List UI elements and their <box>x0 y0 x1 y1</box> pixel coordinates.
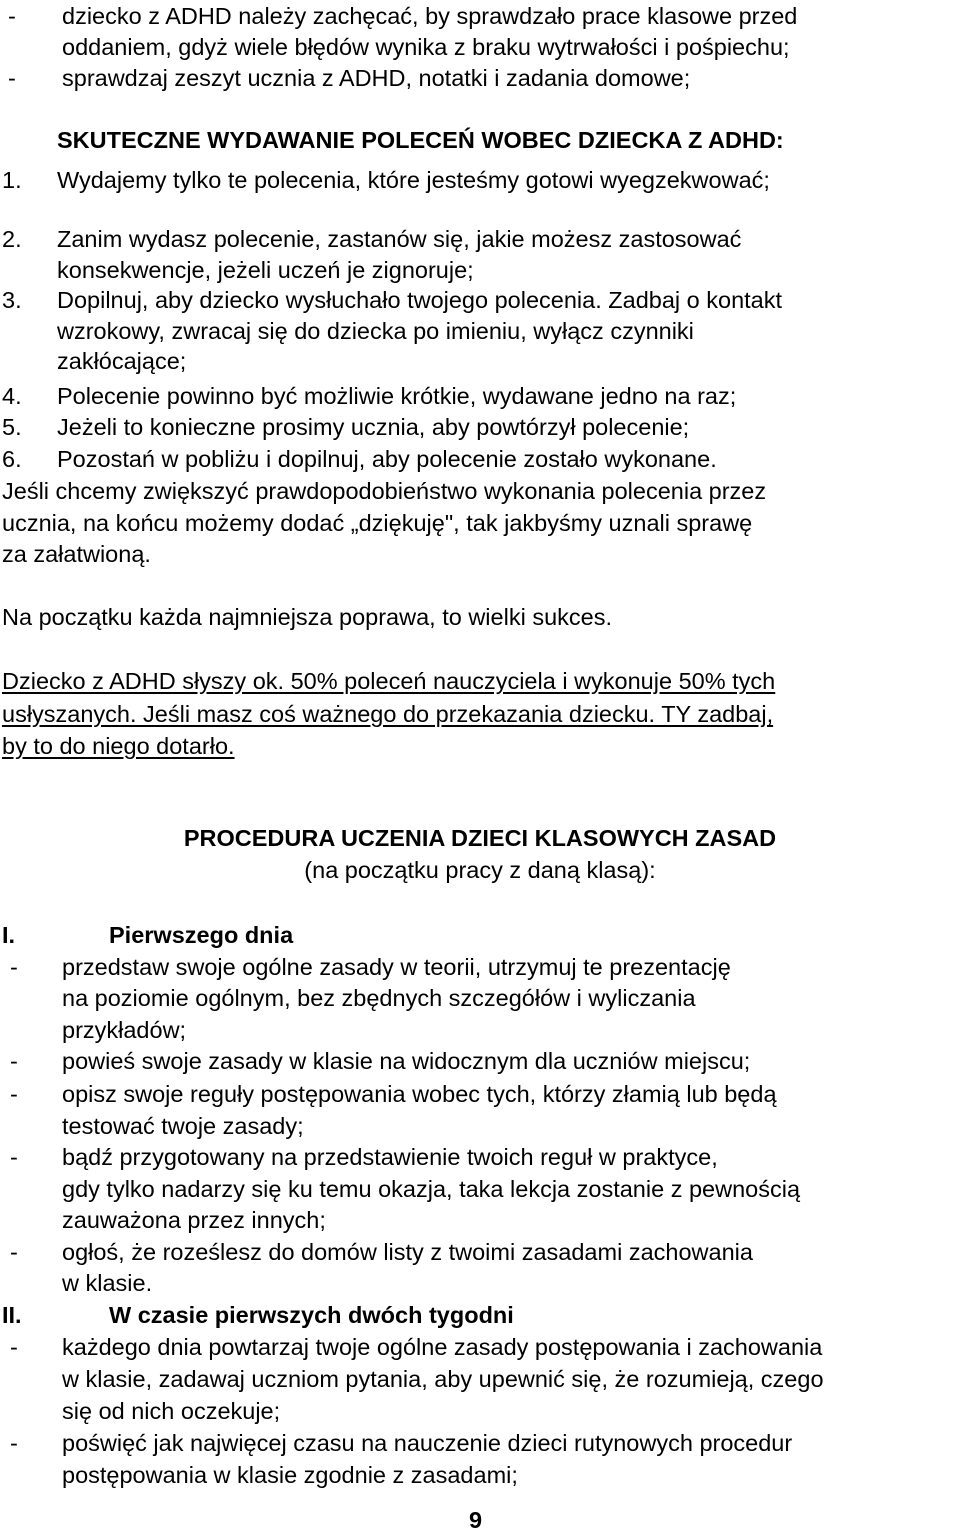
list-dash: - <box>10 954 18 980</box>
section-title: W czasie pierwszych dwóch tygodni <box>109 1302 514 1328</box>
list-item-line: Wydajemy tylko te polecenia, które jesteśmy gotowi wyegzekwować; <box>57 167 770 193</box>
list-item-line: bądź przygotowany na przedstawienie twoich reguł w praktyce, <box>62 1144 718 1170</box>
list-item-line: powieś swoje zasady w klasie na widocznym dla uczniów miejscu; <box>62 1048 751 1074</box>
list-item-line: gdy tylko nadarzy się ku temu okazja, taka lekcja zostanie z pewnością <box>62 1176 801 1202</box>
list-number: 3. <box>2 287 22 313</box>
list-item-line: się od nich oczekuje; <box>62 1398 281 1424</box>
section-numeral: I. <box>2 922 16 948</box>
list-item-line: oddaniem, gdyż wiele błędów wynika z braku wytrwałości i pośpiechu; <box>62 34 790 60</box>
list-item-line: wzrokowy, zwracaj się do dziecka po imieniu, wyłącz czynniki <box>57 318 694 344</box>
list-item-line: ogłoś, że roześlesz do domów listy z twoimi zasadami zachowania <box>62 1239 753 1265</box>
page-number: 9 <box>469 1507 483 1533</box>
paragraph-line: Dziecko z ADHD słyszy ok. 50% poleceń nauczyciela i wykonuje 50% tych <box>2 668 776 694</box>
list-item-line: Dopilnuj, aby dziecko wysłuchało twojego polecenia. Zadbaj o kontakt <box>57 287 783 313</box>
list-number: 4. <box>2 383 22 409</box>
list-item-line: dziecko z ADHD należy zachęcać, by sprawdzało prace klasowe przed <box>62 3 798 29</box>
list-number: 6. <box>2 446 22 472</box>
list-item-line: Polecenie powinno być możliwie krótkie, wydawane jedno na raz; <box>57 383 737 409</box>
list-item-line: zakłócające; <box>57 348 187 374</box>
list-item-line: testować twoje zasady; <box>62 1113 304 1139</box>
list-item-line: postępowania w klasie zgodnie z zasadami; <box>62 1462 518 1488</box>
procedure-title: PROCEDURA UCZENIA DZIECI KLASOWYCH ZASAD <box>183 825 777 851</box>
section-heading: SKUTECZNE WYDAWANIE POLECEŃ WOBEC DZIECKA Z ADHD: <box>57 127 784 153</box>
list-item-line: Jeżeli to konieczne prosimy ucznia, aby powtórzył polecenie; <box>57 414 690 440</box>
paragraph-line: by to do niego dotarło. <box>2 733 235 759</box>
list-number: 5. <box>2 414 22 440</box>
list-dash: - <box>10 1144 18 1170</box>
list-item-line: na poziomie ogólnym, bez zbędnych szczegółów i wyliczania <box>62 985 696 1011</box>
list-item-line: opisz swoje reguły postępowania wobec tych, którzy złamią lub będą <box>62 1081 777 1107</box>
list-item-line: przykładów; <box>62 1017 187 1043</box>
list-item-line: sprawdzaj zeszyt ucznia z ADHD, notatki i zadania domowe; <box>62 65 691 91</box>
list-number: 1. <box>2 167 22 193</box>
section-numeral: II. <box>2 1302 22 1328</box>
paragraph-line: Jeśli chcemy zwiększyć prawdopodobieństwo wykonania polecenia przez <box>2 478 767 504</box>
list-dash: - <box>8 3 16 29</box>
list-dash: - <box>10 1081 18 1107</box>
procedure-subtitle: (na początku pracy z daną klasą): <box>304 857 656 883</box>
list-item-line: Pozostań w pobliżu i dopilnuj, aby polecenie zostało wykonane. <box>57 446 717 472</box>
list-dash: - <box>10 1239 18 1265</box>
list-item-line: każdego dnia powtarzaj twoje ogólne zasady postępowania i zachowania <box>62 1334 823 1360</box>
list-dash: - <box>10 1334 18 1360</box>
list-dash: - <box>10 1048 18 1074</box>
list-item-line: konsekwencje, jeżeli uczeń je zignoruje; <box>57 257 474 283</box>
paragraph-line: ucznia, na końcu możemy dodać „dziękuję", tak jakbyśmy uznali sprawę <box>2 510 753 536</box>
list-dash: - <box>10 1430 18 1456</box>
list-item-line: Zanim wydasz polecenie, zastanów się, jakie możesz zastosować <box>57 226 742 252</box>
section-title: Pierwszego dnia <box>109 922 294 948</box>
paragraph-line: za załatwioną. <box>2 541 151 567</box>
list-dash: - <box>8 65 16 91</box>
list-item-line: poświęć jak najwięcej czasu na nauczenie dzieci rutynowych procedur <box>62 1430 793 1456</box>
paragraph-line: Na początku każda najmniejsza poprawa, to wielki sukces. <box>2 604 612 630</box>
list-item-line: w klasie. <box>62 1270 153 1296</box>
list-item-line: przedstaw swoje ogólne zasady w teorii, utrzymuj te prezentację <box>62 954 731 980</box>
list-item-line: zauważona przez innych; <box>62 1207 326 1233</box>
paragraph-line: usłyszanych. Jeśli masz coś ważnego do przekazania dziecku. TY zadbaj, <box>2 701 774 727</box>
list-number: 2. <box>2 226 22 252</box>
list-item-line: w klasie, zadawaj uczniom pytania, aby upewnić się, że rozumieją, czego <box>62 1366 824 1392</box>
